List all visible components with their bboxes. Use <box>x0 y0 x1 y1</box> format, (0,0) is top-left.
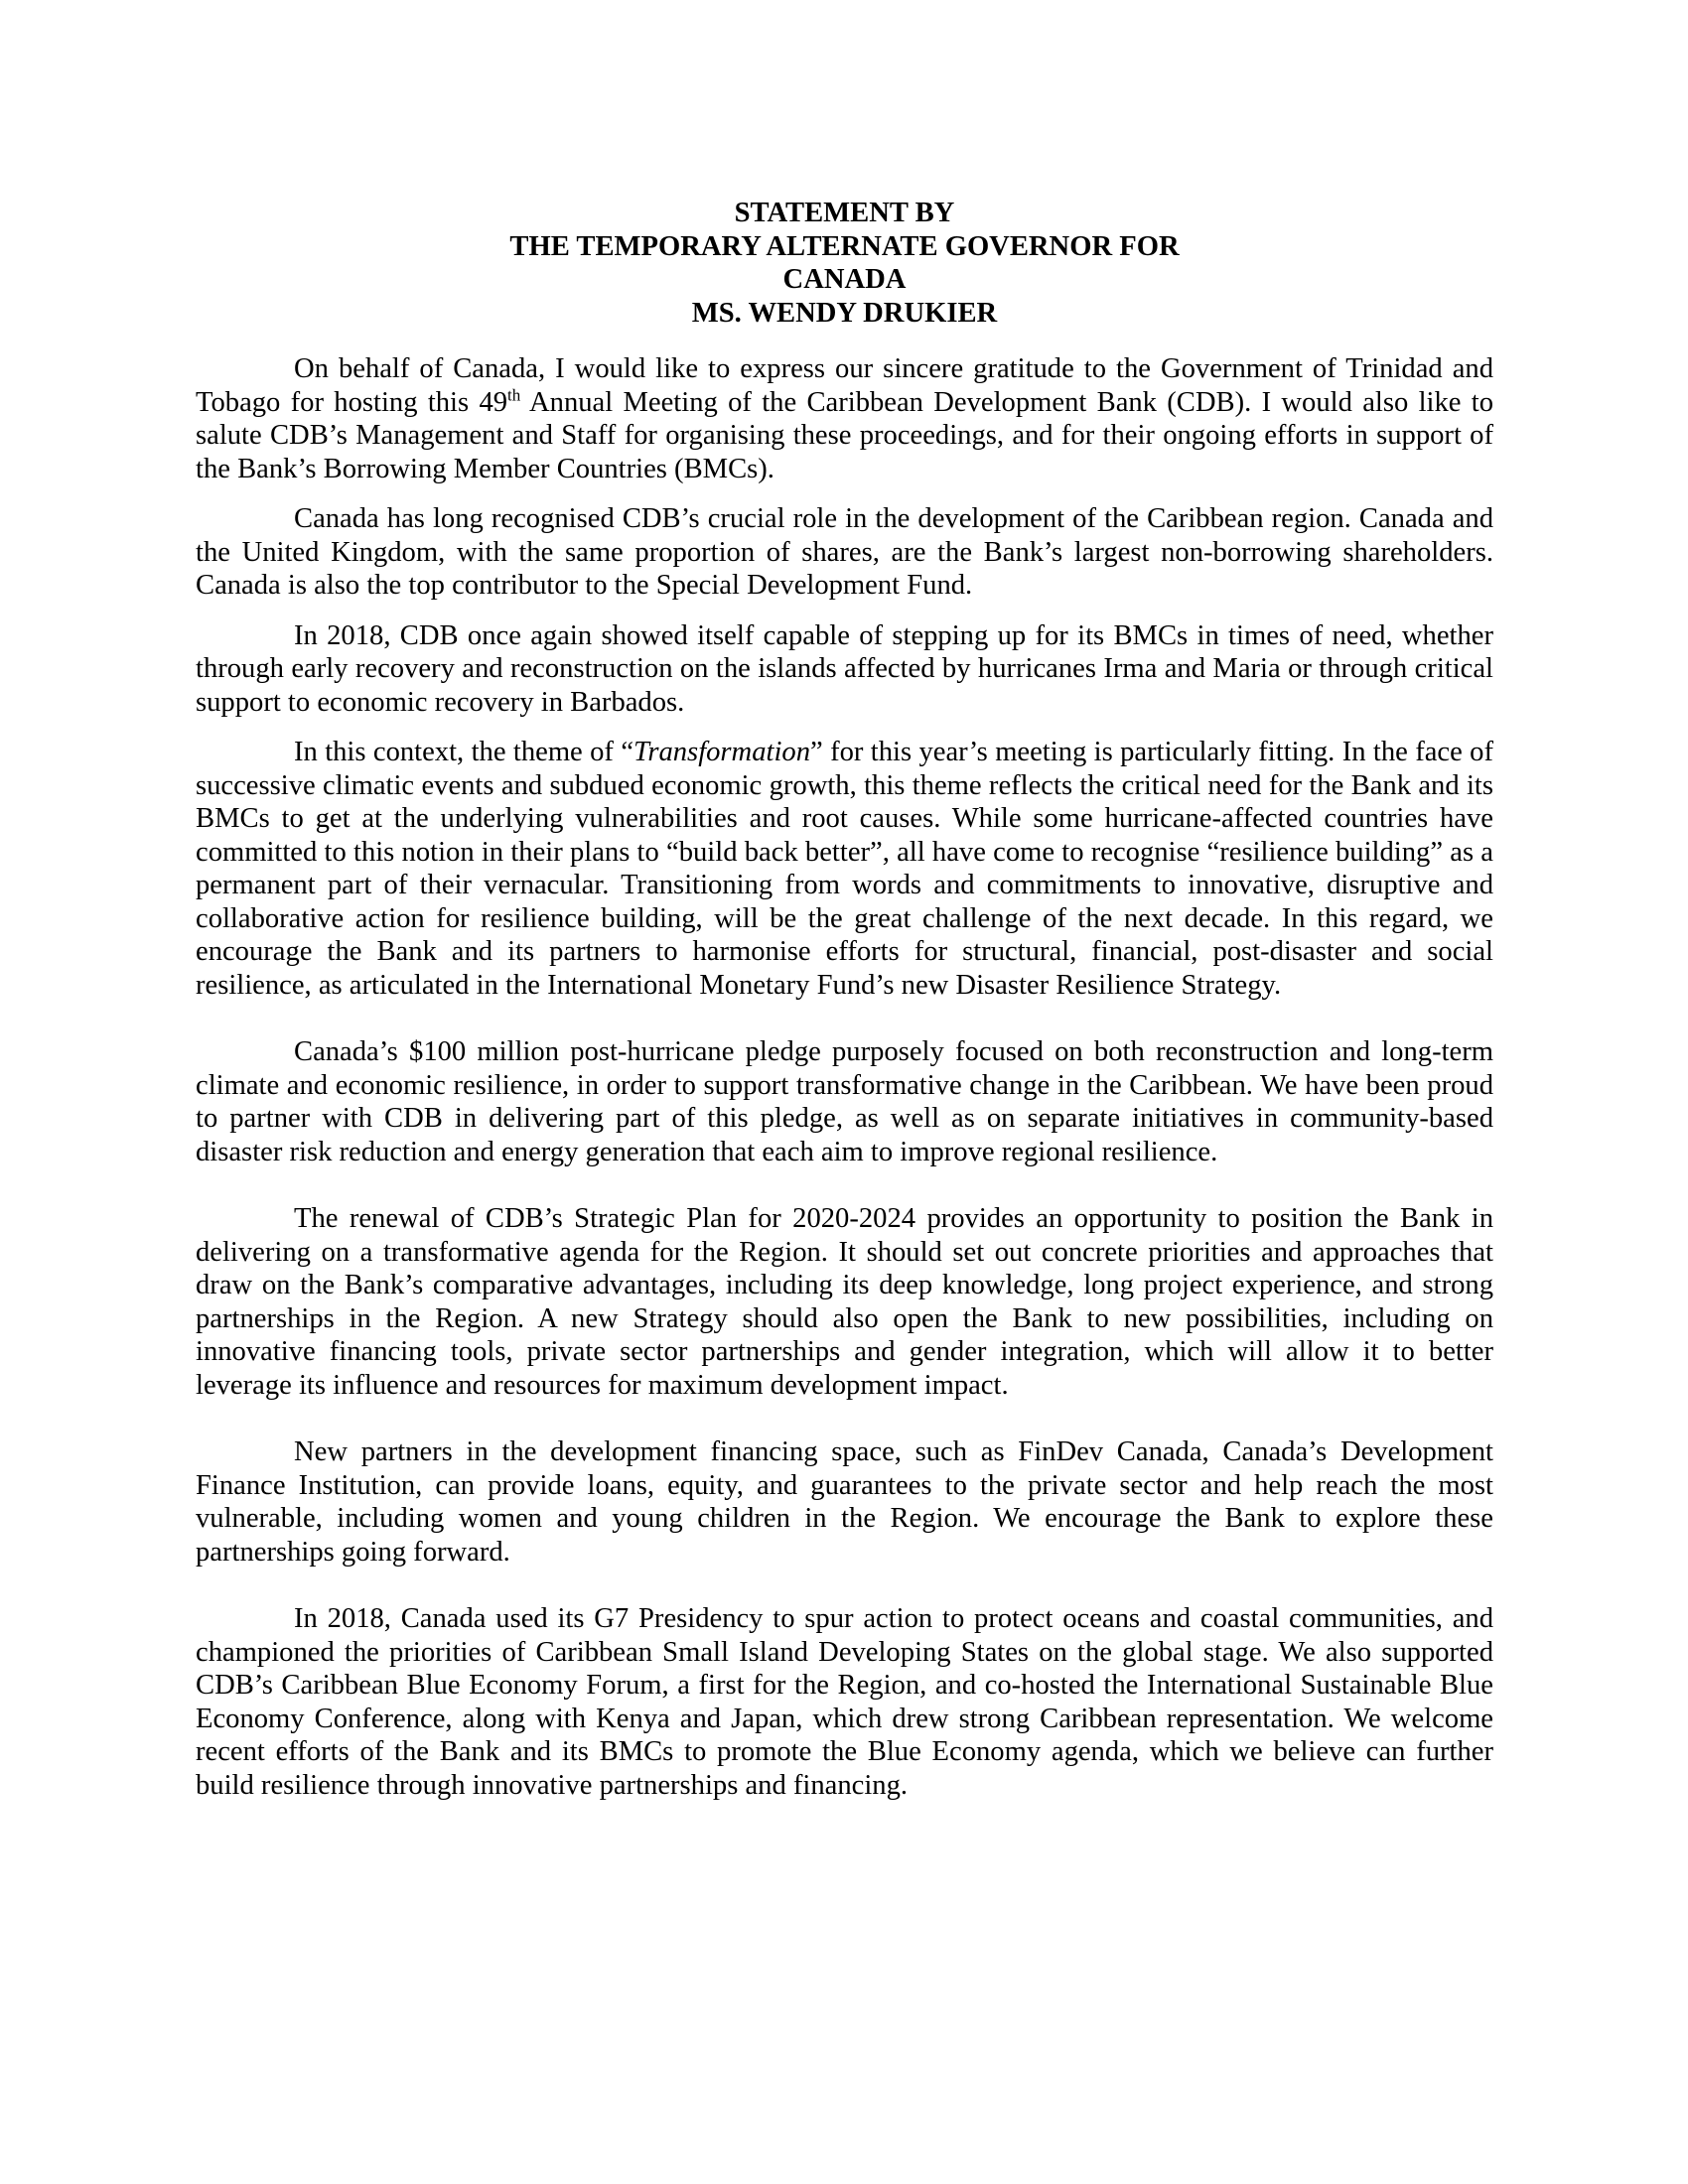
paragraph-transformation-theme <box>196 736 1493 1002</box>
theme-word: Transformation <box>633 737 810 767</box>
heading-line-statement-by: STATEMENT BY <box>734 198 955 228</box>
statement-heading <box>196 197 1493 330</box>
paragraph-new-partners: New partners in the development financing space, such as FinDev Canada, Canada’s Development Finance Institution, can provide loans, equity, and guarantees to the private sector and help reach the most vulnerable, including women and young children in the Region. We encourage the Bank to explore these partnerships going forward. <box>196 1436 1493 1568</box>
paragraph-2018-response: In 2018, CDB once again showed itself capable of stepping up for its BMCs in times of need, whether through early recovery and reconstruction on the islands affected by hurricanes Irma and Maria or through critical support to economic recovery in Barbados. <box>196 619 1493 718</box>
heading-line-title: THE TEMPORARY ALTERNATE GOVERNOR FOR <box>509 230 1180 262</box>
paragraph-strategic-plan: The renewal of CDB’s Strategic Plan for 2020-2024 provides an opportunity to position the Bank in delivering on a transformative agenda for the Region. It should set out concrete priorities and approaches that draw on the Bank’s comparative advantages, including its deep knowledge, long project experience, and strong partnerships in the Region. A new Strategy should also open the Bank to new possibilities, including on innovative financing tools, private sector partnerships and gender integration, which will allow it to better leverage its influence and resources for maximum development impact. <box>196 1203 1493 1401</box>
paragraph-gratitude-text-a: On behalf of Canada, I would like to express our sincere gratitude to the Government of Trinidad and Tobago for hosting this 49 <box>196 353 1493 418</box>
paragraph-gratitude-text-b: Annual Meeting of the Caribbean Development Bank (CDB). I would also like to salute CDB’s Management and Staff for organising these proceedings, and for their ongoing efforts in support of the Bank’s Borrowing Member Countries (BMCs). <box>196 386 1493 484</box>
heading-line-country: CANADA <box>782 264 907 295</box>
paragraph-theme-text-a: In this context, the theme of “ <box>294 737 634 767</box>
heading-line-speaker: MS. WENDY DRUKIER <box>691 297 998 329</box>
paragraph-blue-economy: In 2018, Canada used its G7 Presidency to spur action to protect oceans and coastal communities, and championed the priorities of Caribbean Small Island Developing States on the global stage. We also supported CDB’s Caribbean Blue Economy Forum, a first for the Region, and co-hosted the International Sustainable Blue Economy Conference, along with Kenya and Japan, which drew strong Caribbean representation. We welcome recent efforts of the Bank and its BMCs to promote the Blue Economy agenda, which we believe can further build resilience through innovative partnerships and financing. <box>196 1603 1493 1801</box>
paragraph-theme-text-b: ” for this year’s meeting is particularly fitting. In the face of successive climatic events and subdued economic growth, this theme reflects the critical need for the Bank and its BMCs to get at the underlying vulnerabilities and root causes. While some hurricane-affected countries have committed to this notion in their plans to “build back better”, all have come to recognise “resilience building” as a permanent part of their vernacular. Transitioning from words and commitments to innovative, disruptive and collaborative action for resilience building, will be the great challenge of the next decade. In this regard, we encourage the Bank and its partners to harmonise efforts for structural, financial, post-disaster and social resilience, as articulated in the International Monetary Fund’s new Disaster Resilience Strategy. <box>196 737 1493 1001</box>
paragraph-gratitude <box>196 352 1493 485</box>
paragraph-pledge: Canada’s $100 million post-hurricane pledge purposely focused on both reconstruction and long-term climate and economic resilience, in order to support transformative change in the Caribbean. We have been proud to partner with CDB in delivering part of this pledge, as well as on separate initiatives in community-based disaster risk reduction and energy generation that each aim to improve regional resilience. <box>196 1036 1493 1167</box>
ordinal-suffix: th <box>507 384 521 404</box>
paragraph-cdb-role: Canada has long recognised CDB’s crucial role in the development of the Caribbean region. Canada and the United Kingdom, with the same proportion of shares, are the Bank’s largest non-borrowing shareholders. Canada is also the top contributor to the Special Development Fund. <box>196 503 1493 601</box>
